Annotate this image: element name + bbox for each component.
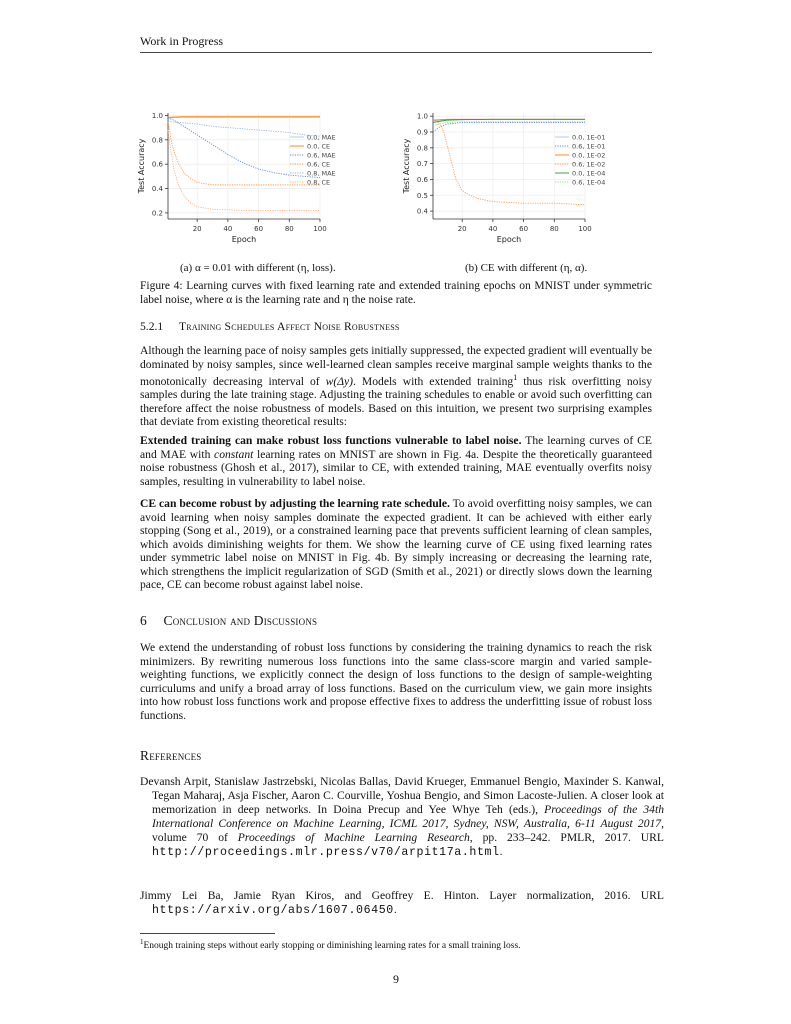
reference-item: Jimmy Lei Ba, Jamie Ryan Kiros, and Geoffrey E. Hinton. Layer normalization, 2016. URL https://arxiv.org/abs/1607.06450. [140,889,664,917]
x-tick-label: 100 [313,225,327,233]
reference-item: Devansh Arpit, Stanislaw Jastrzebski, Nicolas Ballas, David Krueger, Emmanuel Bengio, Maxinder S. Kanwal, Tegan Maharaj, Asja Fischer, Aaron C. Courville, Yoshua Bengio, and Simon Lacoste-Julien. A closer look at memorization in deep networks. In Doina Precup and Yee Whye Teh (eds.), Proceedings of the 34th International Conference on Machine Learning, ICML 2017, Sydney, NSW, Australia, 6-11 August 2017, volume 70 of Proceedings of Machine Learning Research, pp. 233–242. PMLR, 2017. URL http://proceedings.mlr.press/v70/arpit17a.html. [140,775,664,859]
subcaption-b: (b) CE with different (η, α). [465,262,588,274]
running-head: Work in Progress [140,34,652,53]
section-number: 6 [140,613,147,628]
y-tick-label: 0.4 [416,207,428,216]
figure-4-svg [130,103,660,273]
y-tick-label: 1.0 [151,111,163,120]
series-line [433,122,585,126]
legend-label: 0.6, 1E-02 [572,160,606,169]
x-tick-label: 60 [519,225,529,233]
legend-label: 0.6, MAE [307,151,336,160]
y-axis-label: Test Accuracy [137,138,146,194]
math-w-delta: w(Δy) [325,374,354,388]
y-tick-label: 1.0 [416,112,428,121]
figure-caption: Figure 4: Learning curves with fixed learning rate and extended training epochs on MNIST under symmetric label noise, where α is the learning rate and η the noise rate. [140,280,652,306]
legend-label: 0.8, CE [307,178,331,187]
series-line [168,117,320,118]
legend-label: 0.0, CE [307,142,331,151]
paragraph-2: Extended training can make robust loss functions vulnerable to label noise. The learning curves of CE and MAE with constant learning rates on MNIST are shown in Fig. 4a. Despite the theoretically guaranteed noise robustness (Ghosh et al., 2017), similar to CE, with extended training, MAE eventually overfits noisy samples, resulting in vulnerability to label noise. [140,434,653,488]
x-tick-label: 20 [192,225,202,233]
footnote-number: 1 [140,938,144,946]
y-tick-label: 0.6 [416,175,428,184]
figure-4 [130,103,660,273]
references-heading: References [140,748,202,763]
paragraph-1: Although the learning pace of noisy samples gets initially suppressed, the expected gradient will eventually be dominated by noisy samples, since well-learned clean samples receive marginal sample weights thanks to the monotonically decreasing interval of w(Δy). Models with extended training$^1$ thus risk overfitting noisy samples during the late training stage. Adjusting the training schedules to enable or avoid such overfitting can therefore affect the noise robustness of models. Based on this intuition, we present two surprising examples that deviate from existing theoretical results: [140,344,652,429]
footnote-text: Enough training steps without early stopping or diminishing learning rates for a small training loss. [143,941,521,952]
legend-label: 0.6, CE [307,160,331,169]
legend-label: 0.6, 1E-01 [572,142,606,151]
series-line [168,122,320,137]
legend-label: 0.8, MAE [307,169,336,178]
x-tick-label: 20 [457,225,467,233]
reference-url[interactable]: https://arxiv.org/abs/1607.06450 [152,904,394,917]
legend-label: 0.0, 1E-01 [572,133,606,142]
series-line [433,119,585,122]
x-tick-label: 100 [578,225,592,233]
legend-label: 0.6, 1E-04 [572,178,606,187]
section-title: Conclusion and Discussions [163,613,318,628]
series-line [433,122,585,131]
legend-label: 0.0, 1E-02 [572,151,606,160]
y-tick-label: 0.6 [151,160,163,169]
series-line [433,121,585,205]
y-tick-label: 0.7 [416,160,428,169]
y-tick-label: 0.9 [416,128,428,137]
legend-label: 0.0, 1E-04 [572,169,606,178]
footnote [140,933,652,951]
footnote-rule [140,933,275,934]
y-tick-label: 0.5 [416,191,428,200]
subcaption-a: (a) α = 0.01 with different (η, loss). [180,262,336,274]
y-tick-label: 0.2 [151,209,163,218]
x-tick-label: 80 [549,225,559,233]
subsection-title: Training Schedules Affect Noise Robustness [179,320,400,333]
x-axis-label: Epoch [231,235,257,244]
y-tick-label: 0.4 [151,185,163,194]
series-line [168,118,320,178]
series-line [168,130,320,210]
page-number: 9 [393,972,399,986]
x-tick-label: 40 [488,225,498,233]
y-tick-label: 0.8 [416,144,428,153]
reference-url[interactable]: http://proceedings.mlr.press/v70/arpit17a.html [152,846,500,859]
legend-label: 0.0, MAE [307,133,336,142]
y-tick-label: 0.8 [151,136,163,145]
section-6-heading [140,613,317,629]
paragraph-3: CE can become robust by adjusting the learning rate schedule. To avoid overfitting noisy samples, we can avoid learning when noisy samples dominate the expected gradient. It can be achieved with either early stopping (Song et al., 2019), or a constrained learning pace that prevents sufficient learning of clean samples, which avoids diminishing weights for them. We show the learning curve of CE using fixed learning rates under symmetric label noise on MNIST in Fig. 4b. By simply increasing or decreasing the learning rate, which strengthens the implicit regularization of SGD (Smith et al., 2021) or directly slows down the learning pace, CE can become robust against label noise. [140,497,652,591]
y-axis-label: Test Accuracy [402,138,411,194]
section-6-paragraph: We extend the understanding of robust loss functions by considering the training dynamics to reach the risk minimizers. By rewriting numerous loss functions into the same class-score margin and varied sample-weighting functions, we explicitly connect the design of loss functions to the design of sample-weighting curriculums and unify a broad array of loss functions. Based on the curriculum view, we gain more insights into how robust loss functions work and propose effective fixes to address the underfitting issue of robust loss functions. [140,641,652,722]
x-axis-label: Epoch [496,235,522,244]
x-tick-label: 80 [284,225,294,233]
subsection-heading [140,320,400,333]
subsection-number: 5.2.1 [140,320,164,333]
x-tick-label: 40 [223,225,233,233]
x-tick-label: 60 [254,225,264,233]
footnote-mark: 1 [513,373,518,382]
